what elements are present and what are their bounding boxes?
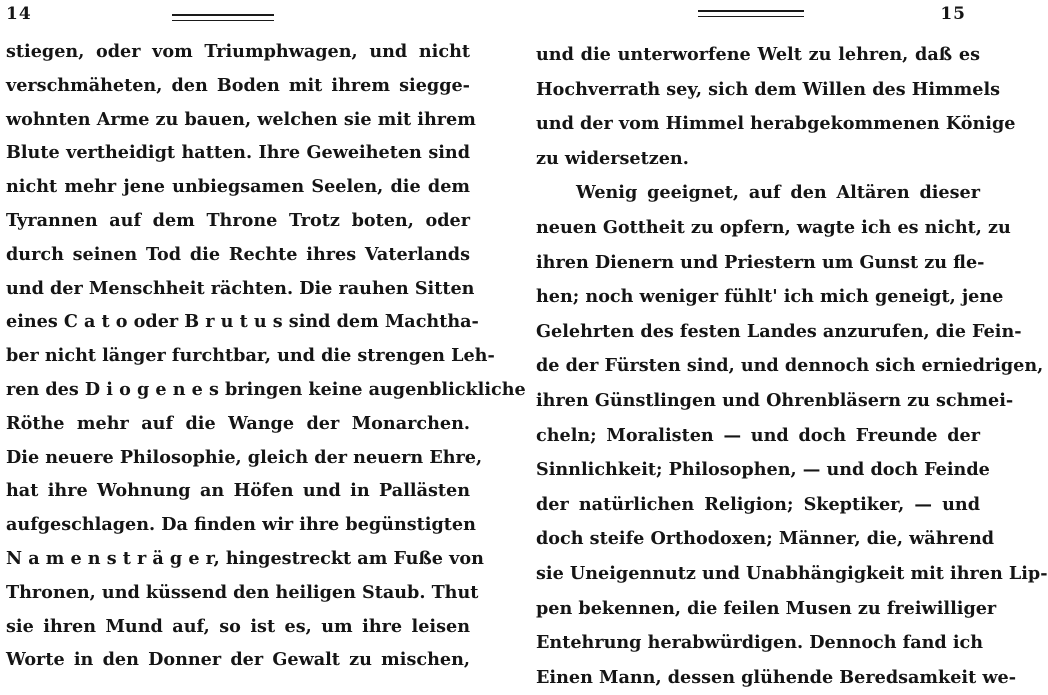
text-line: Worte in den Donner der Gewalt zu mischen,	[6, 649, 470, 671]
right-page-number: 15	[940, 4, 966, 24]
right-page-text	[536, 38, 1048, 695]
text-line: Sinnlichkeit; Philosophen, — und doch Feinde	[536, 459, 990, 481]
text-line: cheln; Moralisten — und doch Freunde der	[536, 424, 980, 446]
text-line: aufgeschlagen. Da finden wir ihre begünstigten	[6, 514, 476, 536]
text-line: und der vom Himmel herabgekommenen Könige	[536, 113, 1016, 135]
text-line: wohnten Arme zu bauen, welchen sie mit ihrem	[6, 108, 476, 130]
text-line: ihren Dienern und Priestern um Gunst zu fle-	[536, 251, 985, 273]
text-line: Blute vertheidigt hatten. Ihre Geweiheten sind	[6, 142, 470, 164]
text-line: und der Menschheit rächten. Die rauhen Sitten	[6, 277, 475, 299]
paragraph-first-line: Wenig geeignet, auf den Altären dieser	[576, 182, 980, 204]
text-line: doch steife Orthodoxen; Männer, die, während	[536, 528, 995, 550]
text-line: hen; noch weniger fühlt' ich mich geneigt, jene	[536, 286, 1004, 308]
text-line: Hochverrath sey, sich dem Willen des Himmels	[536, 78, 1001, 100]
text-line: sie Uneigennutz und Unabhängigkeit mit ihren Lip-	[536, 562, 1048, 584]
text-line: stiegen, oder vom Triumphwagen, und nicht	[6, 41, 470, 62]
left-page-text	[6, 35, 526, 677]
text-line: neuen Gottheit zu opfern, wagte ich es nicht, zu	[536, 216, 1011, 238]
text-line: verschmäheten, den Boden mit ihrem siegge-	[6, 74, 470, 96]
text-line: Entehrung herabwürdigen. Dennoch fand ich	[536, 632, 984, 654]
left-header-rule	[172, 14, 274, 21]
text-line: der natürlichen Religion; Skeptiker, — und	[536, 493, 980, 515]
text-line: ihren Günstlingen und Ohrenbläsern zu schmei-	[536, 389, 1014, 411]
text-line: Die neuere Philosophie, gleich der neuern Ehre,	[6, 446, 483, 468]
text-line: und die unterworfene Welt zu lehren, daß es	[536, 44, 980, 65]
text-line: ber nicht länger furchtbar, und die strengen Leh-	[6, 345, 495, 367]
left-page-number: 14	[6, 4, 32, 24]
text-line: Thronen, und küssend den heiligen Staub. Thut	[6, 581, 479, 603]
text-line: N a m e n s t r ä g e r, hingestreckt am Fuße von	[6, 547, 484, 569]
text-line: pen bekennen, die feilen Musen zu freiwilliger	[536, 597, 997, 619]
text-line: durch seinen Tod die Rechte ihres Vaterlands	[6, 243, 470, 265]
text-line: nicht mehr jene unbiegsamen Seelen, die dem	[6, 176, 470, 198]
text-line: zu widersetzen.	[536, 147, 689, 169]
text-line: eines C a t o oder B r u t u s sind dem Machtha-	[6, 311, 479, 333]
text-line: Einen Mann, dessen glühende Beredsamkeit we-	[536, 666, 1017, 688]
text-line: ren des D i o g e n e s bringen keine augenblickliche	[6, 378, 526, 400]
right-page	[512, 0, 1048, 693]
text-line: hat ihre Wohnung an Höfen und in Pallästen	[6, 480, 470, 502]
text-line: sie ihren Mund auf, so ist es, um ihre leisen	[6, 615, 470, 637]
right-header-rule	[698, 10, 804, 17]
text-line: de der Fürsten sind, und dennoch sich erniedrigen,	[536, 355, 1044, 377]
text-line: Röthe mehr auf die Wange der Monarchen.	[6, 412, 470, 434]
text-line: Tyrannen auf dem Throne Trotz boten, oder	[6, 209, 470, 231]
text-line: Gelehrten des festen Landes anzurufen, die Fein-	[536, 320, 1022, 342]
